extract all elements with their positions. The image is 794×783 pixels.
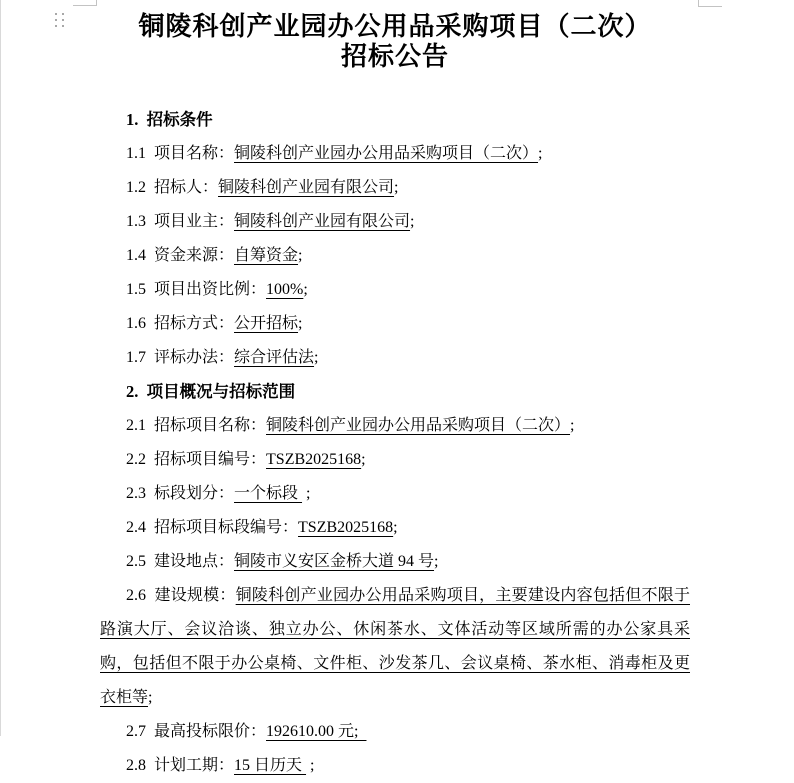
field-label: 2.1 招标项目名称： xyxy=(126,417,267,434)
field-value: TSZB2025168 xyxy=(298,519,394,536)
field-label: 1.7 评标办法： xyxy=(126,349,235,366)
field-value: 铜陵科创产业园有限公司 xyxy=(234,213,411,230)
field-value: 15 日历天 xyxy=(234,757,307,774)
doc-line-1-7 xyxy=(100,341,690,375)
field-suffix: ; xyxy=(538,145,543,162)
field-suffix: ; xyxy=(393,519,398,536)
doc-line-2-1 xyxy=(100,409,690,443)
doc-line-1-6 xyxy=(100,307,690,341)
field-label: 1.6 招标方式： xyxy=(126,315,235,332)
field-label: 1.5 项目出资比例： xyxy=(126,281,267,298)
field-value: TSZB2025168 xyxy=(266,451,362,468)
field-suffix: ; xyxy=(302,485,311,502)
field-label: 1.1 项目名称： xyxy=(126,145,235,162)
document-title-line-2: 招标公告 xyxy=(340,42,449,71)
field-value: 192610.00 元; xyxy=(266,723,367,740)
field-value: 公开招标 xyxy=(234,315,299,332)
field-suffix: ; xyxy=(148,689,153,706)
field-label: 2.7 最高投标限价： xyxy=(126,723,267,740)
field-value: 铜陵科创产业园有限公司 xyxy=(218,179,395,196)
field-value: 铜陵科创产业园办公用品采购项目（二次） xyxy=(266,417,571,434)
field-label: 2.4 招标项目标段编号： xyxy=(126,519,299,536)
field-suffix: ; xyxy=(303,281,308,298)
doc-line-2-4 xyxy=(100,511,690,545)
field-suffix: ; xyxy=(410,213,415,230)
field-suffix: ; xyxy=(314,349,319,366)
field-suffix: ; xyxy=(434,553,439,570)
field-value: 综合评估法 xyxy=(234,349,315,366)
field-value: 100% xyxy=(266,281,304,298)
field-value: 铜陵市义安区金桥大道 94 号 xyxy=(234,553,435,570)
field-value: 铜陵科创产业园办公用品采购项目（二次） xyxy=(234,145,539,162)
field-suffix: ; xyxy=(306,757,315,774)
field-value: 自筹资金 xyxy=(234,247,299,264)
doc-line-2-2 xyxy=(100,443,690,477)
doc-line-1-1 xyxy=(100,137,690,171)
field-suffix: ; xyxy=(361,451,366,468)
field-label: 2.6 建设规模： xyxy=(126,587,236,604)
field-label: 2.2 招标项目编号： xyxy=(126,451,267,468)
doc-line-1-3 xyxy=(100,205,690,239)
doc-line-2-8 xyxy=(100,749,690,783)
field-label: 1.3 项目业主： xyxy=(126,213,235,230)
section-2-heading: 2. 项目概况与招标范围 xyxy=(126,382,296,401)
section-1-heading: 1. 招标条件 xyxy=(126,110,213,129)
field-label: 2.3 标段划分： xyxy=(126,485,235,502)
doc-line-2-7 xyxy=(100,715,690,749)
document-title xyxy=(100,12,690,72)
field-label: 1.4 资金来源： xyxy=(126,247,235,264)
field-value: 一个标段 xyxy=(234,485,303,502)
field-label: 2.8 计划工期： xyxy=(126,757,235,774)
field-suffix: ; xyxy=(298,315,303,332)
doc-line-1-4 xyxy=(100,239,690,273)
document-body xyxy=(100,103,690,783)
field-label: 2.5 建设地点： xyxy=(126,553,235,570)
field-value: 铜陵科创产业园办公用品采购项目，主要建设内容包括但不限于路演大厅、会议洽谈、独立办公、休闲茶水、文体活动等区域所需的办公家具采购，包括但不限于办公桌椅、文件柜、沙发茶几、会议桌椅、茶水柜、消毒柜及更衣柜等 xyxy=(100,587,690,706)
doc-line-2-6 xyxy=(100,579,690,715)
document-title-line-1: 铜陵科创产业园办公用品采购项目（二次） xyxy=(138,12,652,41)
doc-line-2-5 xyxy=(100,545,690,579)
field-suffix: ; xyxy=(394,179,399,196)
doc-line-1-5 xyxy=(100,273,690,307)
field-suffix: ; xyxy=(298,247,303,264)
field-label: 1.2 招标人： xyxy=(126,179,219,196)
field-suffix: ; xyxy=(570,417,575,434)
doc-line-2-3 xyxy=(100,477,690,511)
doc-line-1-2 xyxy=(100,171,690,205)
